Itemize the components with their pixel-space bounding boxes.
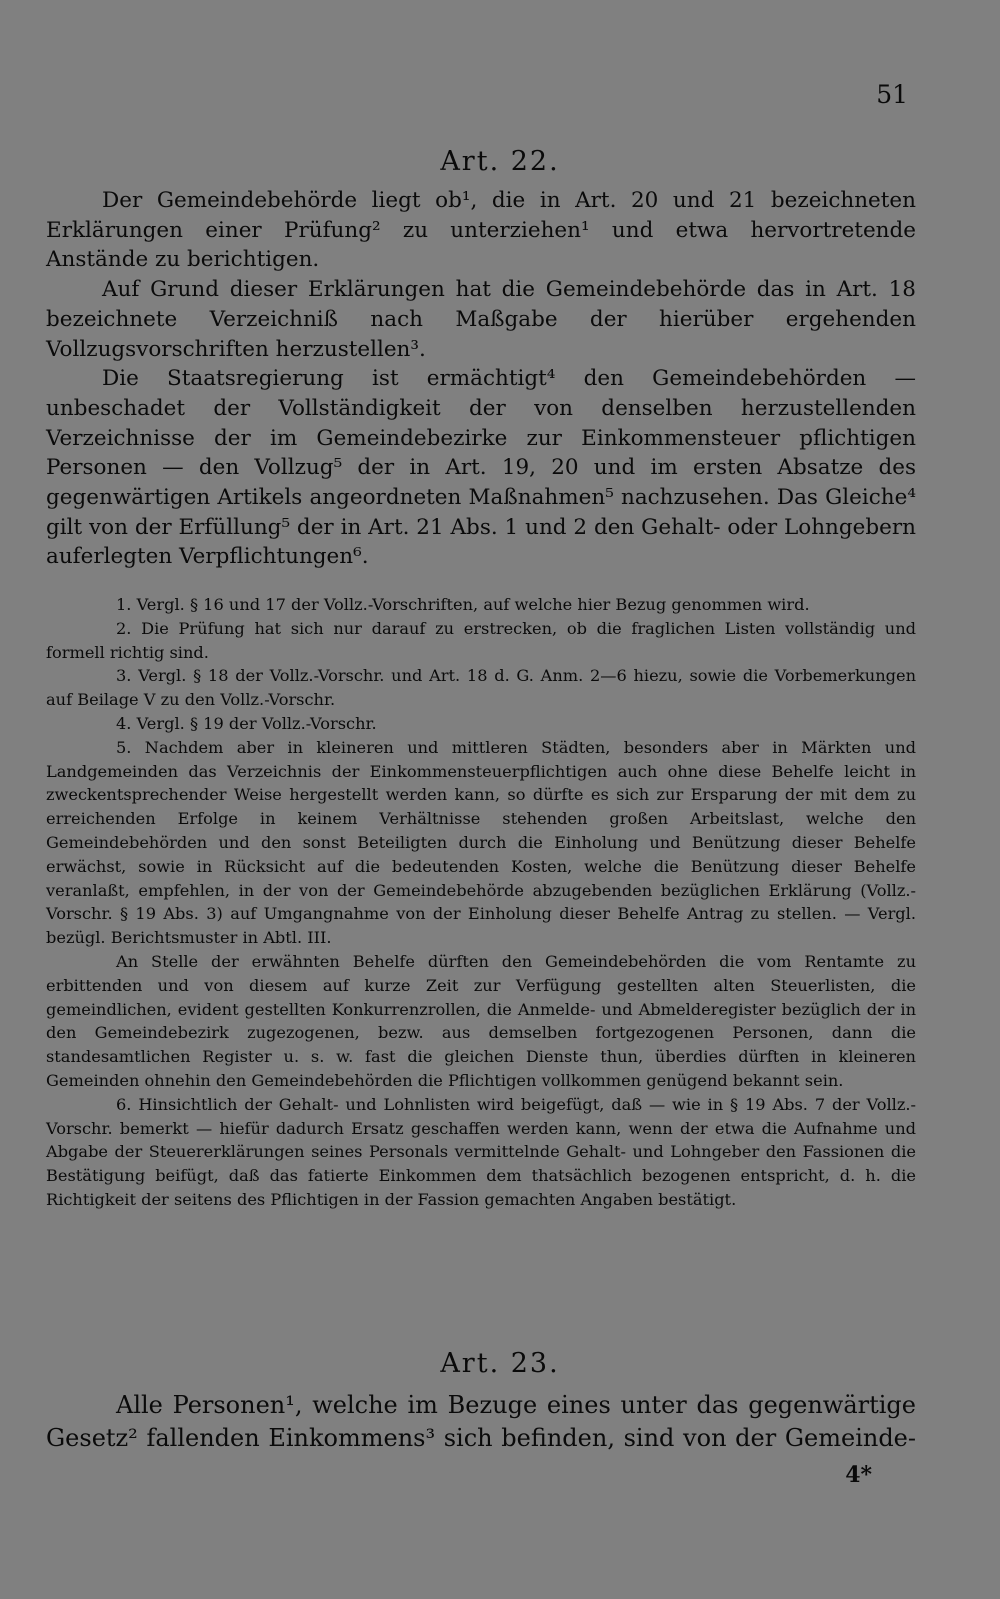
footnote-1: 1. Vergl. § 16 und 17 der Vollz.-Vorschriften, auf welche hier Bezug genommen wird. xyxy=(116,595,810,614)
art23-paragraph: Alle Personen¹, welche im Bezuge eines unter das gegenwärtige Gesetz² fallenden Einkommens³ sich befinden, sind von der Gemeinde- xyxy=(46,1391,916,1452)
art23-body xyxy=(46,1389,916,1455)
footnotes xyxy=(46,593,916,1212)
art22-heading: Art. 22. xyxy=(440,146,560,177)
footnote-2: 2. Die Prüfung hat sich nur darauf zu erstrecken, ob die fraglichen Listen vollständig und formell richtig sind. xyxy=(46,618,916,662)
footnote-5-continued: An Stelle der erwähnten Behelfe dürften den Gemeindebehörden die vom Rentamte zu erbittenden und von diesem auf kurze Zeit zur Verfügung gestellten alten Steuerlisten, die gemeindlichen, evident gestellten Konkurrenzrollen, die Anmelde- und Abmelderegister bezüglich der in den Gemeindebezirk zugezogenen, bezw. aus demselben fortgezogenen Personen, dann die standesamtlichen Register u. s. w. fast die gleichen Dienste thun, überdies dürften in kleineren Gemeinden ohnehin den Gemeindebehörden die Pflichtigen vollkommen genügend bekannt sein. xyxy=(46,951,916,1090)
art22-paragraph-3: Die Staatsregierung ist ermächtigt⁴ den Gemeindebehörden — unbeschadet der Vollständigkeit der von denselben herzustellenden Verzeichnisse der im Gemeindebezirke zur Einkommensteuer pflichtigen Personen — den Vollzug⁵ der in Art. 19, 20 und im ersten Absatze des gegenwärtigen Artikels angeordneten Maßnahmen⁵ nachzusehen. Das Gleiche⁴ gilt von der Erfüllung⁵ der in Art. 21 Abs. 1 und 2 den Gehalt- oder Lohngebern auferlegten Verpflichtungen⁶. xyxy=(46,366,916,570)
art22-paragraph-1: Der Gemeindebehörde liegt ob¹, die in Art. 20 und 21 bezeichneten Erklärungen einer Prüfung² zu unterziehen¹ und etwa hervortretende Anstände zu berichtigen. xyxy=(46,188,916,273)
footnote-6: 6. Hinsichtlich der Gehalt- und Lohnlisten wird beigefügt, daß — wie in § 19 Abs. 7 der Vollz.-Vorschr. bemerkt — hiefür dadurch Ersatz geschaffen werden kann, wenn der etwa die Aufnahme und Abgabe der Steuererklärungen seines Personals vermittelnde Gehalt- und Lohngeber den Fassionen die Bestätigung beifügt, daß das fatierte Einkommen dem thatsächlich bezogenen entspricht, d. h. die Richtigkeit der seitens des Pflichtigen in der Fassion gemachten Angaben bestätigt. xyxy=(46,1094,916,1209)
footnote-3: 3. Vergl. § 18 der Vollz.-Vorschr. und Art. 18 d. G. Anm. 2—6 hiezu, sowie die Vorbemerkungen auf Beilage V zu den Vollz.-Vorschr. xyxy=(46,666,916,710)
signature-mark: 4* xyxy=(845,1462,872,1488)
art22-paragraph-2: Auf Grund dieser Erklärungen hat die Gemeindebehörde das in Art. 18 bezeichnete Verzeichniß nach Maßgabe der hierüber ergehenden Vollzugsvorschriften herzustellen³. xyxy=(46,277,916,362)
footnote-4: 4. Vergl. § 19 der Vollz.-Vorschr. xyxy=(116,713,377,733)
art22-body xyxy=(46,186,916,572)
footnote-5: 5. Nachdem aber in kleineren und mittleren Städten, besonders aber in Märkten und Landgemeinden das Verzeichnis der Einkommensteuerpflichtigen auch ohne diese Behelfe leicht in zweckentsprechender Weise hergestellt werden kann, so dürfte es sich zur Ersparung der mit dem zu erreichenden Erfolge in keinem Verhältnisse stehenden großen Arbeitslast, welche den Gemeindebehörden und den sonst Beteiligten durch die Einholung und Benützung dieser Behelfe erwächst, sowie in Rücksicht auf die bedeutenden Kosten, welche die Benützung dieser Behelfe veranlaßt, empfehlen, in der von der Gemeindebehörde abzugebenden bezüglichen Erklärung (Vollz.-Vorschr. § 19 Abs. 3) auf Umgangnahme von der Einholung dieser Behelfe Antrag zu stellen. — Vergl. bezügl. Berichtsmuster in Abtl. III. xyxy=(46,737,916,948)
page-number: 51 xyxy=(876,80,908,109)
art23-heading: Art. 23. xyxy=(440,1348,560,1379)
